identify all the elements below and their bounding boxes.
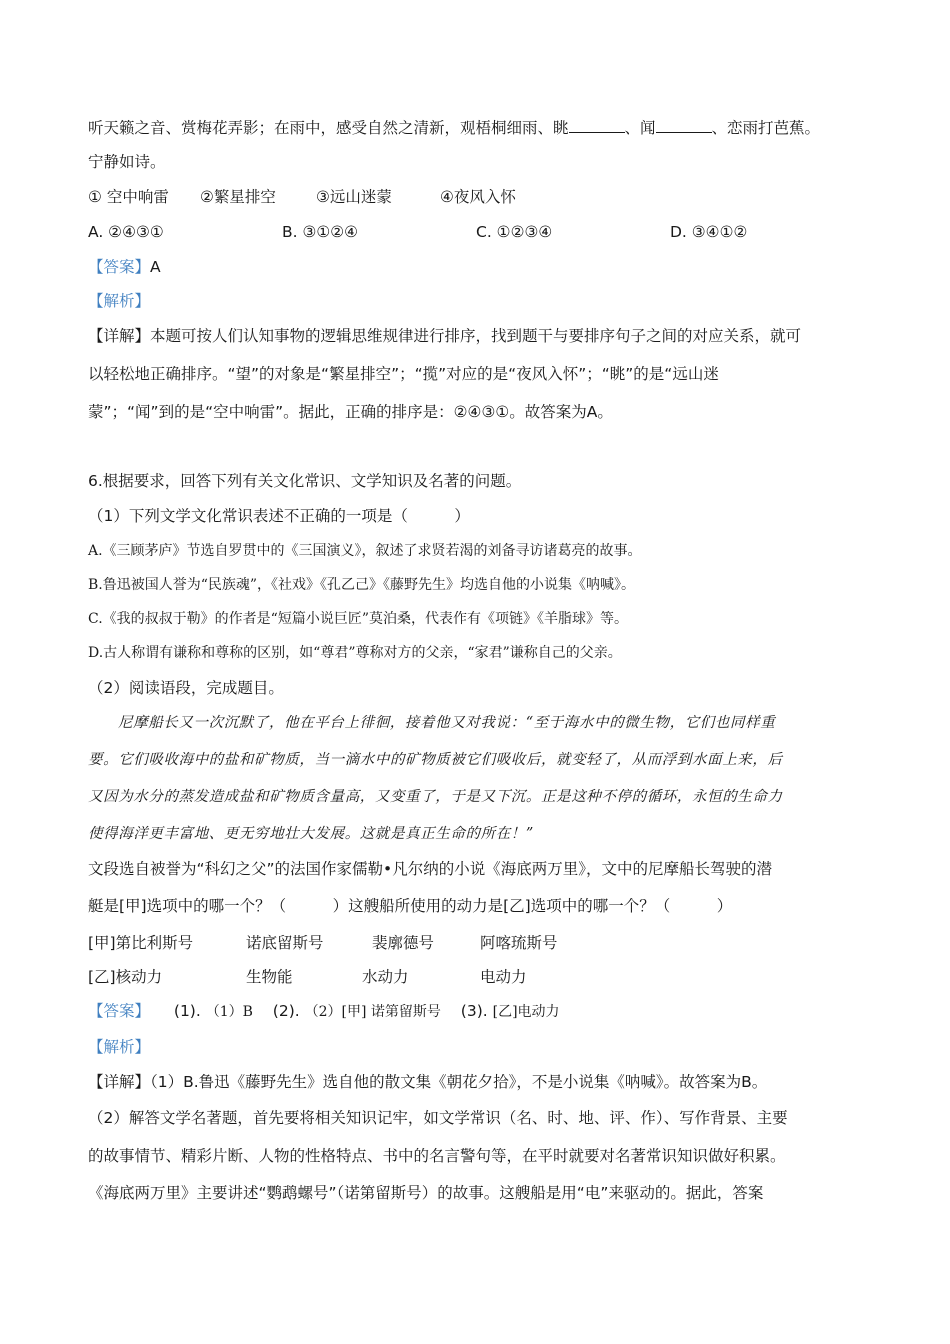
answer-tag: 【答案】 — [88, 1002, 151, 1020]
q5-detail-line: 蒙”；“闻”到的是“空中响雷”。据此，正确的排序是：②④③①。故答案为A。 — [88, 403, 613, 421]
answer-part: [乙]电动力 — [492, 1004, 560, 1020]
q6-question-line: 文段选自被誉为“科幻之父”的法国作家儒勒•凡尔纳的小说《海底两万里》，文中的尼摩船长驾驶的潜 — [88, 860, 772, 878]
answer-blank-1 — [569, 118, 625, 133]
q6-choice-d: D.古人称谓有谦称和尊称的区别，如“尊君”尊称对方的父亲，“家君”谦称自己的父亲。 — [88, 645, 622, 661]
analysis-tag: 【解析】 — [88, 1038, 151, 1056]
q6-choice-c: C.《我的叔叔于勒》的作者是“短篇小说巨匠”莫泊桑，代表作有《项链》《羊脂球》等。 — [88, 611, 628, 627]
q6-sub2: （2）阅读语段，完成题目。 — [88, 679, 284, 697]
q5-answer — [88, 256, 161, 278]
yi-option: 生物能 — [246, 968, 293, 986]
q6-detail-line: 《海底两万里》主要讲述“鹦鹉螺号”（诺第留斯号）的故事。这艘船是用“电”来驱动的。据此，答案 — [88, 1184, 764, 1202]
q5-item: ④夜风入怀 — [440, 188, 516, 206]
passage-line: 要。它们吸收海中的盐和矿物质，当一滴水中的矿物质被它们吸收后，就变轻了，从而浮到水面上来，后 — [88, 752, 783, 768]
q5-option-b: B. ③①②④ — [282, 223, 359, 241]
q5-stem-line2: 宁静如诗。 — [88, 153, 166, 171]
yi-option: [乙]核动力 — [88, 968, 163, 986]
q6-choice-a: A.《三顾茅庐》节选自罗贯中的《三国演义》，叙述了求贤若渴的刘备寻访诸葛亮的故事。 — [88, 543, 642, 559]
q5-stem-text-b: 、闻 — [624, 119, 656, 137]
yi-option: 电动力 — [480, 968, 527, 986]
yi-option: 水动力 — [362, 968, 409, 986]
answer-part: (2). — [272, 1002, 300, 1020]
q5-item: ③远山迷蒙 — [316, 188, 392, 206]
answer-part: （1）B — [205, 1004, 253, 1020]
q5-stem-text-c: 、恋雨打芭蕉。 — [711, 119, 821, 137]
q6-title: 6.根据要求，回答下列有关文化常识、文学知识及名著的问题。 — [88, 472, 522, 490]
q6-question-line: 艇是[甲]选项中的哪一个？（ ）这艘船所使用的动力是[乙]选项中的哪一个？（ ） — [88, 897, 733, 915]
q6-sub1: （1）下列文学文化常识表述不正确的一项是（ ） — [88, 507, 470, 525]
passage-line: 使得海洋更丰富地、更无穷地壮大发展。这就是真正生命的所在！” — [88, 826, 534, 842]
jia-option: 诺底留斯号 — [246, 934, 324, 952]
q6-detail-line: 的故事情节、精彩片断、人物的性格特点、书中的名言警句等，在平时就要对名著常识知识做好积累。 — [88, 1147, 786, 1165]
jia-option: 阿喀琉斯号 — [480, 934, 558, 952]
passage-line: 又因为水分的蒸发造成盐和矿物质含量高，又变重了，于是又下沉。正是这种不停的循环，永恒的生命力 — [88, 789, 783, 805]
q5-option-a: A. ②④③① — [88, 223, 164, 241]
q5-detail-line: 以轻松地正确排序。“望”的对象是“繁星排空”；“揽”对应的是“夜风入怀”；“眺”的是“远山迷 — [88, 365, 719, 383]
q6-choice-b: B.鲁迅被国人誉为“民族魂”，《社戏》《孔乙己》《藤野先生》均选自他的小说集《呐喊》。 — [88, 577, 636, 593]
jia-option: [甲]第比利斯号 — [88, 934, 194, 952]
q6-answer — [88, 1000, 560, 1023]
answer-blank-2 — [656, 118, 712, 133]
q5-option-c: C. ①②③④ — [476, 223, 553, 241]
q6-detail-line: （2）解答文学名著题，首先要将相关知识记牢，如文学常识（名、时、地、评、作）、写作背景、主要 — [88, 1109, 788, 1127]
q5-stem-text-a: 听天籁之音、赏梅花弄影；在雨中，感受自然之清新，观梧桐细雨、眺 — [88, 119, 569, 137]
q5-detail-line: 【详解】本题可按人们认知事物的逻辑思维规律进行排序，找到题干与要排序句子之间的对应关系，就可 — [88, 327, 802, 345]
jia-option: 裴廓德号 — [372, 934, 435, 952]
answer-part: （2）[甲] 诺第留斯号 — [304, 1004, 441, 1020]
answer-part: (1). — [173, 1002, 201, 1020]
answer-value: A — [150, 258, 161, 276]
q5-option-d: D. ③④①② — [670, 223, 748, 241]
q5-stem-line1 — [88, 117, 820, 139]
analysis-tag: 【解析】 — [88, 292, 151, 310]
passage-line: 尼摩船长又一次沉默了，他在平台上徘徊，接着他又对我说：“至于海水中的微生物，它们也同样重 — [118, 715, 776, 731]
answer-part: (3). — [460, 1002, 488, 1020]
q5-item: ① 空中响雷 — [88, 188, 169, 206]
q5-item: ②繁星排空 — [200, 188, 276, 206]
answer-tag: 【答案】 — [88, 258, 151, 276]
q6-detail-line: 【详解】（1）B.鲁迅《藤野先生》选自他的散文集《朝花夕拾》，不是小说集《呐喊》。故答案为B。 — [88, 1073, 768, 1091]
